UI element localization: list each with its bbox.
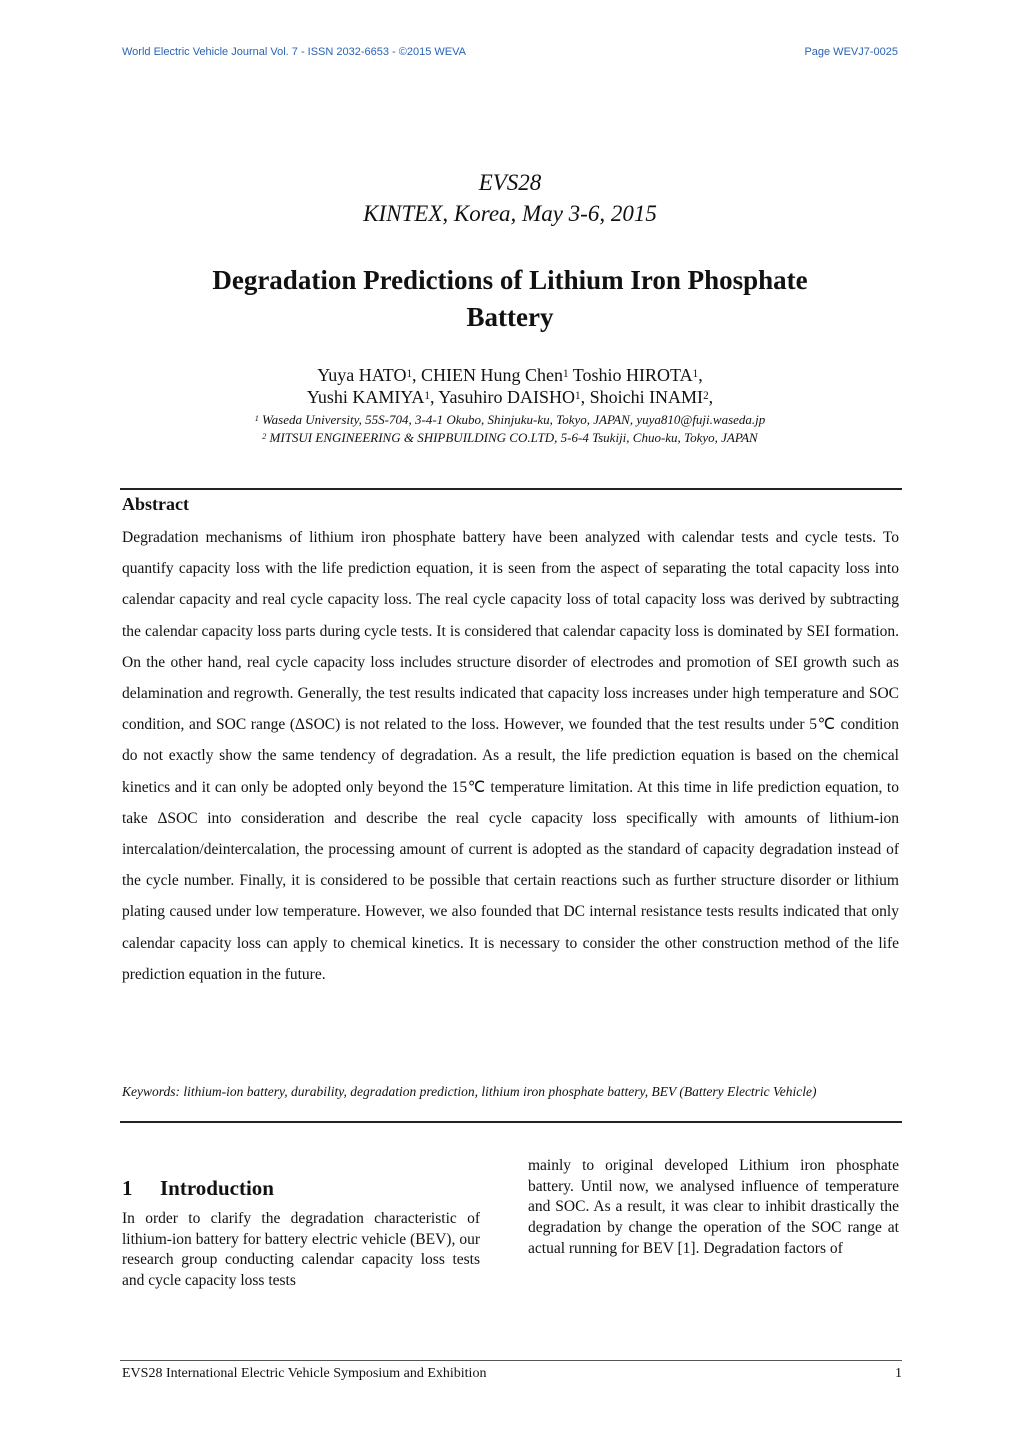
affiliation-marker: 1: [574, 390, 581, 403]
separator: ,: [698, 365, 703, 385]
author-name: , CHIEN Hung Chen: [412, 365, 564, 385]
affiliation-marker: 2: [703, 390, 709, 403]
author-name: Yushi KAMIYA: [306, 387, 425, 407]
affiliation-marker: 1: [563, 368, 569, 381]
author-name: , Yasuhiro DAISHO: [429, 387, 575, 407]
journal-header: World Electric Vehicle Journal Vol. 7 - ISSN 2032-6653 - ©2015 WEVA: [122, 46, 466, 58]
section-title: Introduction: [160, 1176, 274, 1200]
footer-text: EVS28 International Electric Vehicle Symposium and Exhibition: [122, 1366, 487, 1381]
affiliation-marker: 1: [692, 368, 699, 381]
footer-rule: [120, 1360, 902, 1361]
intro-right-column: mainly to original developed Lithium iron phosphate battery. Until now, we analysed influence of temperature and SOC. As a result, it was clear to inhibit drastically the degradation by change the operation of the SOC range at actual running for BEV [1]. Degradation factors of: [528, 1157, 899, 1257]
affiliation-text: Waseda University, 55S-704, 3-4-1 Okubo, Shinjuku-ku, Tokyo, JAPAN, yuya810@fuji.waseda.jp: [262, 412, 766, 427]
paper-title: [120, 262, 900, 336]
affiliation-marker: 1: [254, 414, 259, 424]
abstract-top-rule: [120, 488, 902, 490]
title-line-2: Battery: [466, 302, 554, 332]
author-line-1: [120, 364, 900, 386]
author-name: , Shoichi INAMI: [580, 387, 704, 407]
intro-left-column: In order to clarify the degradation characteristic of lithium-ion battery for battery electric vehicle (BEV), our research group conducting calendar capacity loss tests and cycle capacity loss tests: [122, 1210, 480, 1290]
page-number: 1: [895, 1366, 902, 1381]
title-line-1: Degradation Predictions of Lithium Iron Phosphate: [212, 265, 808, 295]
abstract-text: Degradation mechanisms of lithium iron phosphate battery have been analyzed with calendar tests and cycle tests. To quantify capacity loss with the life prediction equation, it is seen from the aspect of separating the total capacity loss into calendar capacity and real cycle capacity loss. The real cycle capacity loss of total capacity loss was derived by subtracting the calendar capacity loss parts during cycle tests. It is considered that calendar capacity loss is dominated by SEI formation. On the other hand, real cycle capacity loss includes structure disorder of electrodes and promotion of SEI growth such as delamination and regrowth. Generally, the test results indicated that capacity loss increases under high temperature and SOC condition, and SOC range (ΔSOC) is not related to the loss. However, we founded that the test results under 5℃ condition do not exactly show the same tendency of degradation. As a result, the life prediction equation is based on the chemical kinetics and it can only be adopted only beyond the 15℃ temperature limitation. At this time in life prediction equation, to take ΔSOC into consideration and describe the real cycle capacity loss specifically with amounts of lithium-ion intercalation/deintercalation, the processing amount of current is adopted as the standard of capacity degradation instead of the cycle number. Finally, it is considered to be possible that certain reactions such as further structure disorder or lithium plating caused under low temperature. However, we also founded that DC internal resistance tests results indicated that only calendar capacity loss can apply to chemical kinetics. It is necessary to consider the other construction method of the life prediction equation in the future.: [122, 529, 899, 983]
affiliation-marker: 2: [262, 432, 267, 442]
affiliation-1: [120, 411, 900, 428]
affiliation-marker: 1: [424, 390, 430, 403]
abstract-heading: Abstract: [122, 494, 189, 514]
affiliation-2: [120, 429, 900, 446]
author-line-2: [120, 386, 900, 408]
keywords: Keywords: lithium-ion battery, durability, degradation prediction, lithium iron phosphate battery, BEV (Battery Electric Vehicle): [122, 1084, 817, 1099]
section-heading: [122, 1176, 274, 1201]
page-id-header: Page WEVJ7-0025: [804, 46, 898, 58]
author-name: Yuya HATO: [317, 365, 407, 385]
conference-name: EVS28: [478, 170, 542, 195]
abstract-bottom-rule: [120, 1121, 902, 1123]
affiliation-text: MITSUI ENGINEERING & SHIPBUILDING CO.LTD, 5-6-4 Tsukiji, Chuo-ku, Tokyo, JAPAN: [269, 430, 758, 445]
conference-venue: KINTEX, Korea, May 3-6, 2015: [363, 201, 657, 226]
affiliation-marker: 1: [406, 368, 413, 381]
separator: ,: [708, 387, 714, 407]
author-name: Toshio HIROTA: [568, 365, 693, 385]
section-number: 1: [122, 1176, 133, 1200]
